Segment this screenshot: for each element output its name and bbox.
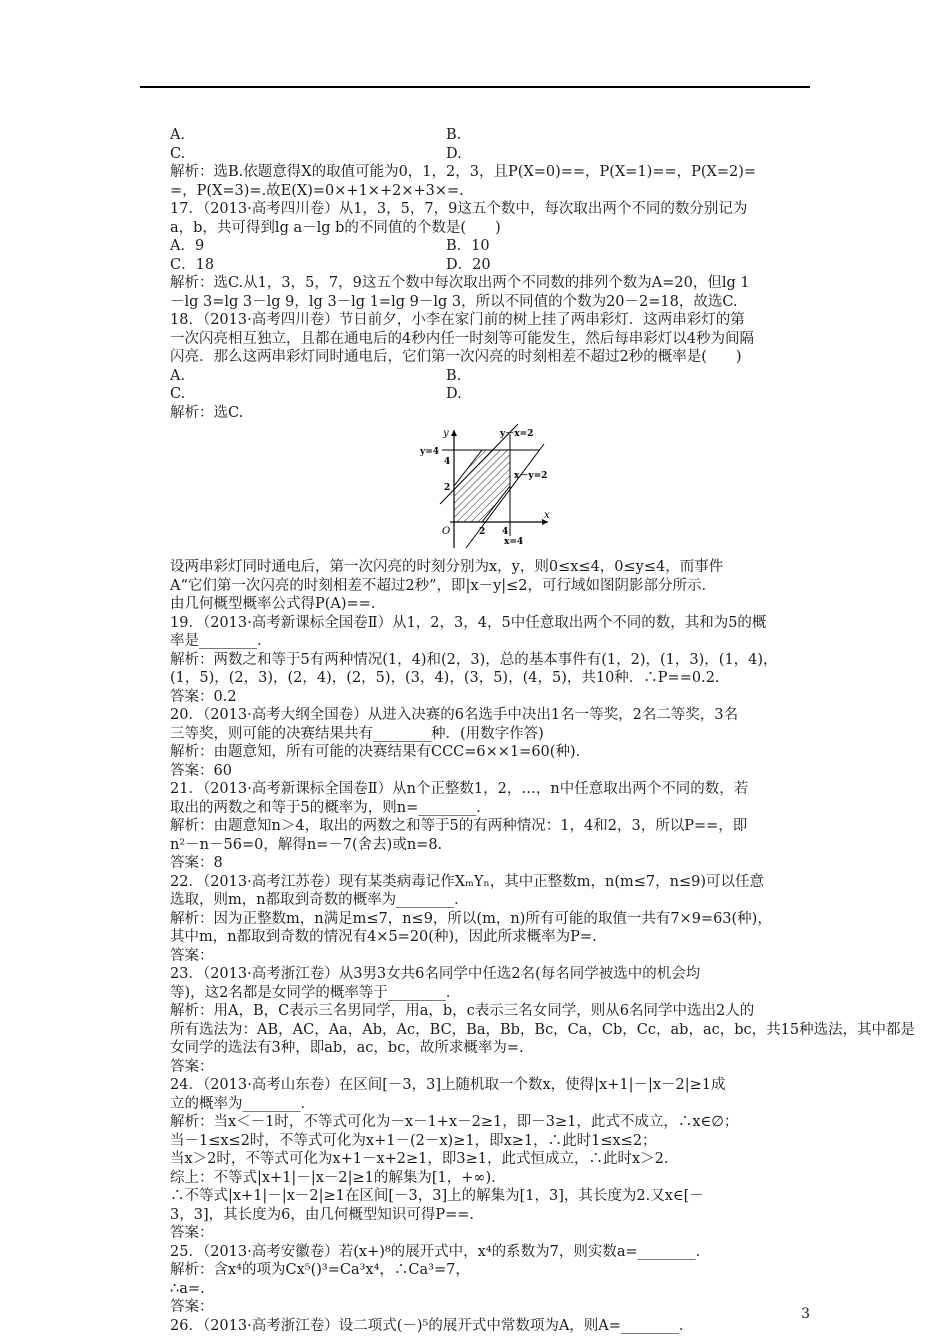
answer-line: 答案：0.2 xyxy=(170,688,237,705)
question-26: 26．（2013·高考浙江卷）设二项式(－)⁵的展开式中常数项为A，则A=________． xyxy=(170,1317,694,1334)
line-label: x－y=2 xyxy=(514,471,548,481)
text-line: 解析：当x＜－1时，不等式可化为－x－1+x－2≥1，即－3≥1，此式不成立，∴x∈∅； xyxy=(170,1114,739,1130)
text-line: a，b，共可得到lg a－lg b的不同值的个数是( ) xyxy=(170,219,501,236)
tick-label: 4 xyxy=(444,457,451,467)
option-d: D．20 xyxy=(446,256,491,273)
option-d: D. xyxy=(446,145,462,162)
text-line: 等)，这2名都是女同学的概率等于________． xyxy=(170,984,461,1001)
region-figure xyxy=(170,424,830,552)
answer-line: 答案： xyxy=(170,947,214,964)
text-line: (1，5)，(2，3)，(2，4)，(2，5)，(3，4)，(3，5)，(4，5)，共10种．∴P==0.2. xyxy=(170,670,720,686)
option-b: B. xyxy=(446,127,462,143)
question-19: 19．（2013·高考新课标全国卷Ⅱ）从1，2，3，4，5中任意取出两个不同的数，其和为5的概 xyxy=(170,614,767,631)
text-line: 由几何概型概率公式得P(A)==. xyxy=(170,596,376,612)
text-line: n²－n－56=0，解得n=－7(舍去)或n=8. xyxy=(170,836,443,853)
origin-label: O xyxy=(442,526,451,537)
question-20: 20．（2013·高考大纲全国卷）从进入决赛的6名选手中决出1名一等奖，2名二等奖，3名 xyxy=(170,707,739,723)
text-line: A“它们第一次闪亮的时刻相差不超过2秒”，即|x－y|≤2，可行域如图阴影部分所示． xyxy=(170,577,717,594)
option-a: A．9 xyxy=(170,238,205,254)
page-number: 3 xyxy=(801,1306,810,1322)
text-line: 所有选法为：AB，AC，Aa，Ab，Ac，BC，Ba，Bb，Bc，Ca，Cb，Cc，ab，ac，bc，共15种选法，其中都是 xyxy=(170,1021,916,1038)
text-line: 取出的两数之和等于5的概率为，则n=________． xyxy=(170,799,491,816)
question-22: 22．（2013·高考江苏卷）现有某类病毒记作XₘYₙ，其中正整数m，n(m≤7，n≤9)可以任意 xyxy=(170,873,765,890)
answer-line: 答案： xyxy=(170,1058,214,1075)
answer-line: 答案：8 xyxy=(170,855,223,871)
header-rule xyxy=(140,86,810,88)
text-line: ∴不等式|x+1|－|x－2|≥1在区间[－3，3]上的解集为[1，3]，其长度为2.又x∈[－ xyxy=(170,1188,704,1204)
text-line: 其中m，n都取到奇数的情况有4×5=20(种)，因此所求概率为P=. xyxy=(170,929,597,945)
text-line: 3，3]，其长度为6，由几何概型知识可得P==. xyxy=(170,1206,474,1223)
answer-line: 答案：60 xyxy=(170,762,232,779)
option-b: B. xyxy=(446,367,462,384)
text-line: 解析：选C.从1，3，5，7，9这五个数中每次取出两个不同数的排列个数为A=20，但lg 1 xyxy=(170,275,750,291)
text-line: 解析：由题意知，所有可能的决赛结果有CCC=6××1=60(种)． xyxy=(170,744,591,760)
option-a: A. xyxy=(170,127,186,143)
options-row xyxy=(170,367,830,386)
x-axis-label: x xyxy=(544,510,550,521)
question-21: 21．（2013·高考新课标全国卷Ⅱ）从n个正整数1，2，…，n中任意取出两个不同的数，若 xyxy=(170,781,749,797)
y-arrow-icon xyxy=(451,430,457,436)
option-c: C. xyxy=(170,145,186,162)
feasible-region-diagram xyxy=(420,424,560,552)
text-line: 解析：因为正整数m，n满足m≤7，n≤9，所以(m，n)所有可能的取值一共有7×9=63(种)， xyxy=(170,910,772,927)
options-row xyxy=(170,145,830,164)
option-c: C. xyxy=(170,386,186,402)
text-line: 立的概率为________． xyxy=(170,1095,315,1112)
page-content xyxy=(170,126,916,1335)
text-line: 率是________． xyxy=(170,633,272,649)
options-row xyxy=(170,126,830,145)
option-d: D. xyxy=(446,386,462,402)
options-row xyxy=(170,385,830,404)
tick-label: 2 xyxy=(479,527,486,537)
option-b: B．10 xyxy=(446,238,490,254)
text-line: 解析：由题意知n＞4，取出的两数之和等于5的有两种情况：1，4和2，3，所以P==，即 xyxy=(170,818,748,834)
option-c: C．18 xyxy=(170,256,215,273)
text-line: 解析：含x⁴的项为Cx⁵()³=Ca³x⁴，∴Ca³=7， xyxy=(170,1262,470,1278)
question-23: 23．（2013·高考浙江卷）从3男3女共6名同学中任选2名(每名同学被选中的机会均 xyxy=(170,966,701,982)
text-line: 女同学的选法有3种，即ab，ac，bc，故所求概率为=. xyxy=(170,1040,524,1056)
question-25: 25．（2013·高考安徽卷）若(x+)⁸的展开式中，x⁴的系数为7，则实数a=________． xyxy=(170,1243,711,1260)
text-line: 解析：两数之和等于5有两种情况(1，4)和(2，3)，总的基本事件有(1，2)，(1，3)，(1，4)， xyxy=(170,651,778,668)
question-18: 18．（2013·高考四川卷）节日前夕，小李在家门前的树上挂了两串彩灯．这两串彩灯的第 xyxy=(170,312,745,328)
text-line: 解析：用A，B，C表示三名男同学，用a，b，c表示三名女同学，则从6名同学中选出2人的 xyxy=(170,1003,755,1019)
text-line: 设两串彩灯同时通电后，第一次闪亮的时刻分别为x，y，则0≤x≤4，0≤y≤4，而事件 xyxy=(170,559,724,575)
text-line: －lg 3=lg 3－lg 9，lg 3－lg 1=lg 9－lg 3，所以不同值的个数为20－2=18，故选C. xyxy=(170,293,738,310)
text-line: =，P(X=3)=.故E(X)=0×+1×+2×+3×=. xyxy=(170,182,464,199)
text-line: 一次闪亮相互独立，且都在通电后的4秒内任一时刻等可能发生，然后每串彩灯以4秒为间隔 xyxy=(170,330,754,347)
text-line: 闪亮．那么这两串彩灯同时通电后，它们第一次闪亮的时刻相差不超过2秒的概率是( ) xyxy=(170,349,742,365)
options-row xyxy=(170,256,830,275)
option-a: A. xyxy=(170,367,186,384)
tick-label: 2 xyxy=(444,483,451,493)
text-line: 三等奖，则可能的决赛结果共有________种．(用数字作答) xyxy=(170,725,544,742)
tick-label: 4 xyxy=(502,527,509,537)
answer-line: 答案： xyxy=(170,1299,214,1315)
text-line: 选取，则m，n都取到奇数的概率为________． xyxy=(170,892,469,908)
line-label: y－x=2 xyxy=(500,429,534,439)
question-24: 24．（2013·高考山东卷）在区间[－3，3]上随机取一个数x，使得|x+1|－|x－2|≥1成 xyxy=(170,1077,726,1093)
text-line: 综上：不等式|x+1|－|x－2|≥1的解集为[1，+∞)． xyxy=(170,1169,506,1186)
options-row xyxy=(170,237,830,256)
question-17: 17．（2013·高考四川卷）从1，3，5，7，9这五个数中，每次取出两个不同的数分别记为 xyxy=(170,201,748,217)
text-line: 解析：选C. xyxy=(170,404,244,421)
text-line: ∴a=. xyxy=(170,1280,205,1297)
y-axis-label: y xyxy=(443,428,449,439)
line-label: y=4 xyxy=(420,447,440,457)
text-line: 当－1≤x≤2时，不等式可化为x+1－(2－x)≥1，即x≥1，∴此时1≤x≤2； xyxy=(170,1132,657,1149)
text-line: 当x＞2时，不等式可化为x+1－x+2≥1，即3≥1，此式恒成立，∴此时x＞2. xyxy=(170,1151,669,1167)
answer-line: 答案： xyxy=(170,1225,214,1241)
text-line: 解析：选B.依题意得X的取值可能为0，1，2，3，且P(X=0)==，P(X=1)==，P(X=2)= xyxy=(170,164,757,180)
line-label: x=4 xyxy=(504,537,524,547)
